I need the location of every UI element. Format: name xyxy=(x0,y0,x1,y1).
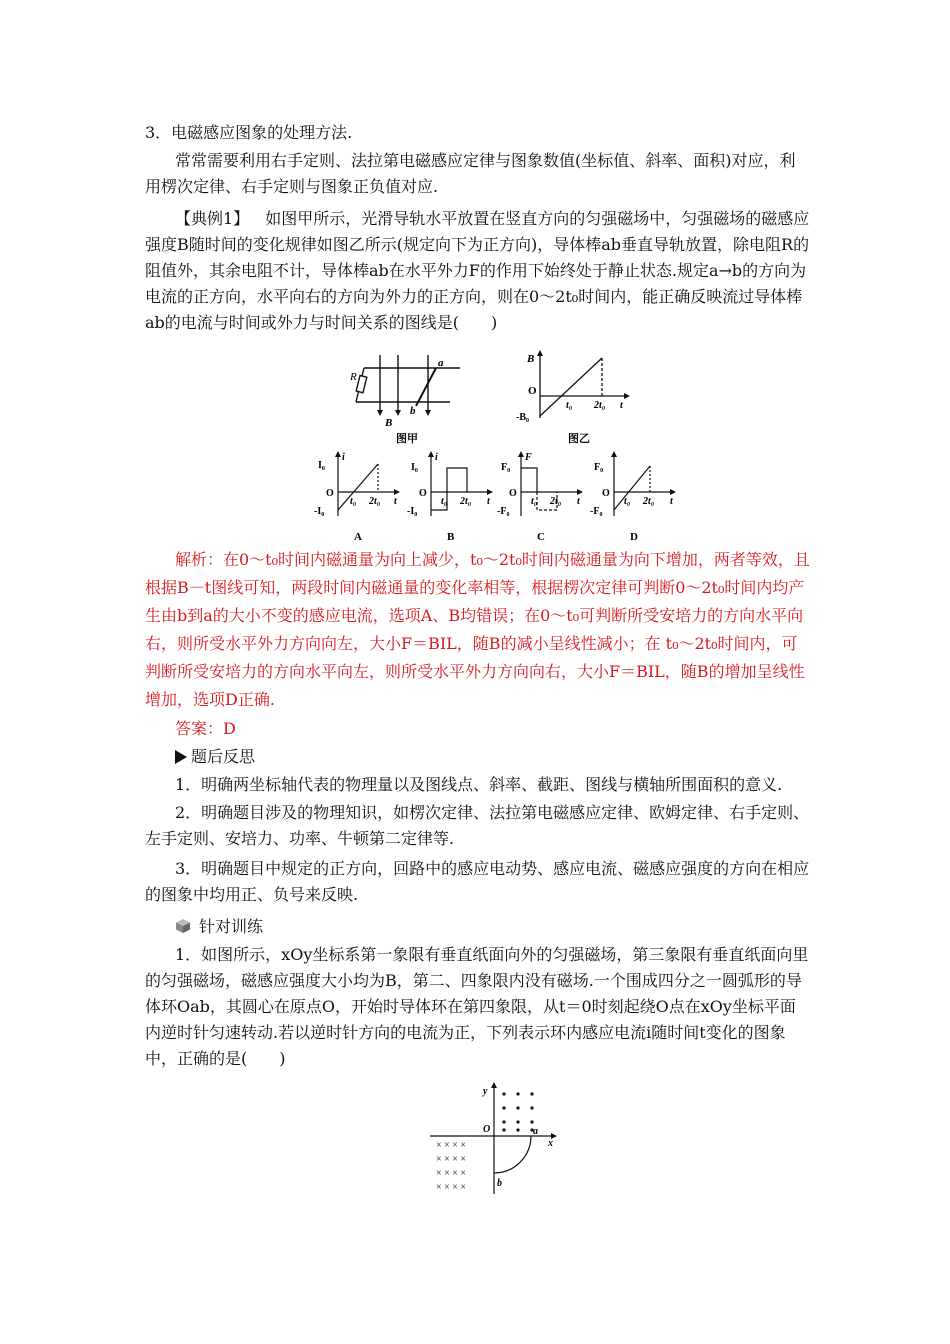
example-1 xyxy=(145,206,810,336)
option-b-t-axis: t xyxy=(487,496,490,507)
option-a-2t0: 2t₀ xyxy=(369,496,381,507)
option-c-t-axis: t xyxy=(577,496,580,507)
fig-jia-label-a: a xyxy=(438,357,444,369)
reflection-item-2: 2．明确题目涉及的物理知识，如楞次定律、法拉第电磁感应定律、欧姆定律、右手定则、左手定则、安培力、功率、牛顿第二定律等. xyxy=(145,803,810,848)
option-c-t0: t₀ xyxy=(531,496,538,507)
option-d-bottom-label: -F₀ xyxy=(590,506,603,517)
fig-jia-caption: 图甲 xyxy=(396,433,418,445)
fig-yi-axis-t: t xyxy=(620,400,623,411)
option-a-t-axis: t xyxy=(394,496,397,507)
option-a-top-label: I₀ xyxy=(318,460,325,471)
answer-text: 答案：D xyxy=(175,719,236,738)
fig-jia-label-b: b xyxy=(410,405,416,417)
option-b-letter: B xyxy=(447,531,455,542)
fig-yi-axis-b: B xyxy=(527,353,535,365)
option-c-top-label: F₀ xyxy=(501,462,511,473)
option-d-top-label: F₀ xyxy=(594,462,604,473)
option-b-bottom-label: -I₀ xyxy=(407,506,418,517)
reflection-item-1: 1．明确两坐标轴代表的物理量以及图线点、斜率、截距、图线与横轴所围面积的意义. xyxy=(175,775,783,794)
example-text: 如图甲所示，光滑导轨水平放置在竖直方向的匀强磁场中，匀强磁场的磁感应强度B随时间的变化规律如图乙所示(规定向下为正方向)，导体棒ab垂直导轨放置，除电阻R的阻值外，其余电阻不计，导体棒ab在水平外力F的作用下始终处于静止状态.规定a→b的方向为电流的正方向，水平向右的方向为外力的正方向，则在0～2t₀时间内，能正确反映流过导体棒ab的电流与时间或外力与时间关系的图线是( ) xyxy=(145,209,810,332)
xoy-origin-label: O xyxy=(483,1124,491,1135)
option-a-bottom-label: -I₀ xyxy=(314,506,325,517)
practice-question-1: 1．如图所示，xOy坐标系第一象限有垂直纸面向外的匀强磁场，第三象限有垂直纸面向里的匀强磁场，磁感应强度大小均为B，第二、四象限内没有磁场.一个围成四分之一圆弧形的导体环Oab，其圆心在原点O，开始时导体环在第四象限，从t＝0时刻起绕O点在xOy坐标平面内逆时针匀速转动.若以逆时针方向的电流为正，下列表示环内感应电流i随时间t变化的图象中，正确的是( ) xyxy=(145,945,809,1068)
option-c-y-axis: F xyxy=(525,452,532,463)
reflection-item-3: 3．明确题目中规定的正方向，回路中的感应电动势、感应电流、磁感应强度的方向在相应的图象中均用正、负号来反映. xyxy=(145,859,810,904)
option-b-origin: O xyxy=(419,488,427,499)
section-heading: 3．电磁感应图象的处理方法. xyxy=(145,123,353,142)
practice-heading: 针对训练 xyxy=(145,914,810,940)
crosses-field-inward xyxy=(436,1140,466,1193)
fig-jia-label-r: R xyxy=(350,371,357,383)
option-c-origin: O xyxy=(509,488,517,499)
figure-jia xyxy=(350,350,470,445)
option-c-bottom-label: -F₀ xyxy=(497,506,510,517)
option-d-origin: O xyxy=(602,488,610,499)
play-triangle-icon xyxy=(175,750,187,764)
option-b-y-axis: i xyxy=(435,452,438,463)
xoy-y-label: y xyxy=(483,1086,488,1097)
fig-yi-caption: 图乙 xyxy=(568,433,590,445)
xoy-x-label: x xyxy=(548,1138,553,1149)
option-d-2t0: 2t₀ xyxy=(643,496,655,507)
svg-text:× × × ×: × × × × xyxy=(436,1182,467,1193)
option-graph-c xyxy=(495,450,585,542)
svg-text:× × × ×: × × × × xyxy=(436,1140,467,1151)
fig-yi-t0: t₀ xyxy=(566,400,573,411)
option-graph-d xyxy=(588,450,678,542)
analysis-text: 解析：在0～t₀时间内磁通量为向上减少，t₀～2t₀时间内磁通量为向下增加，两者等效，且根据B－t图线可知，两段时间内磁通量的变化率相等，根据楞次定律可判断0～2t₀时间内均产生由b到a的大小不变的感应电流，选项A、B均错误；在0～t₀可判断所受安培力的方向水平向右，则所受水平外力方向向左，大小F＝BIL，随B的减小呈线性减小；在 t₀～2t₀时间内，可判断所受安培力的方向水平向左，则所受水平外力方向向右，大小F＝BIL，随B的增加呈线性增加，选项D正确. xyxy=(145,550,810,709)
method-text: 常常需要利用右手定则、法拉第电磁感应定律与图象数值(坐标值、斜率、面积)对应，利用楞次定律、右手定则与图象正负值对应. xyxy=(145,151,796,196)
svg-text:× × × ×: × × × × xyxy=(436,1168,467,1179)
option-graph-b xyxy=(405,450,495,542)
xoy-b-label: b xyxy=(497,1178,502,1189)
option-graph-a xyxy=(312,450,402,542)
option-d-t0: t₀ xyxy=(624,496,631,507)
option-c-letter: C xyxy=(537,531,545,542)
option-a-t0: t₀ xyxy=(350,496,357,507)
option-b-top-label: I₀ xyxy=(411,462,418,473)
cube-icon xyxy=(175,918,191,934)
option-a-letter: A xyxy=(354,531,362,542)
dots-field-outward xyxy=(502,1092,533,1131)
option-b-t0: t₀ xyxy=(441,496,448,507)
fig-yi-origin: O xyxy=(528,385,537,397)
svg-text:× × × ×: × × × × xyxy=(436,1154,467,1165)
option-b-2t0: 2t₀ xyxy=(460,496,472,507)
fig-yi-minus-b0: -B₀ xyxy=(516,412,529,423)
figure-yi xyxy=(510,348,635,445)
option-c-2t0: 2t₀ xyxy=(550,496,562,507)
option-a-y-axis: i xyxy=(342,452,345,463)
fig-jia-label-field: B xyxy=(385,417,393,429)
figure-xoy xyxy=(428,1080,563,1198)
fig-yi-2t0: 2t₀ xyxy=(594,400,606,411)
reflection-heading: 题后反思 xyxy=(145,744,810,770)
xoy-a-label: a xyxy=(533,1126,538,1137)
option-d-t-axis: t xyxy=(670,496,673,507)
option-a-origin: O xyxy=(326,488,334,499)
example-tag: 【典例1】 xyxy=(175,209,250,228)
option-d-letter: D xyxy=(630,531,638,542)
